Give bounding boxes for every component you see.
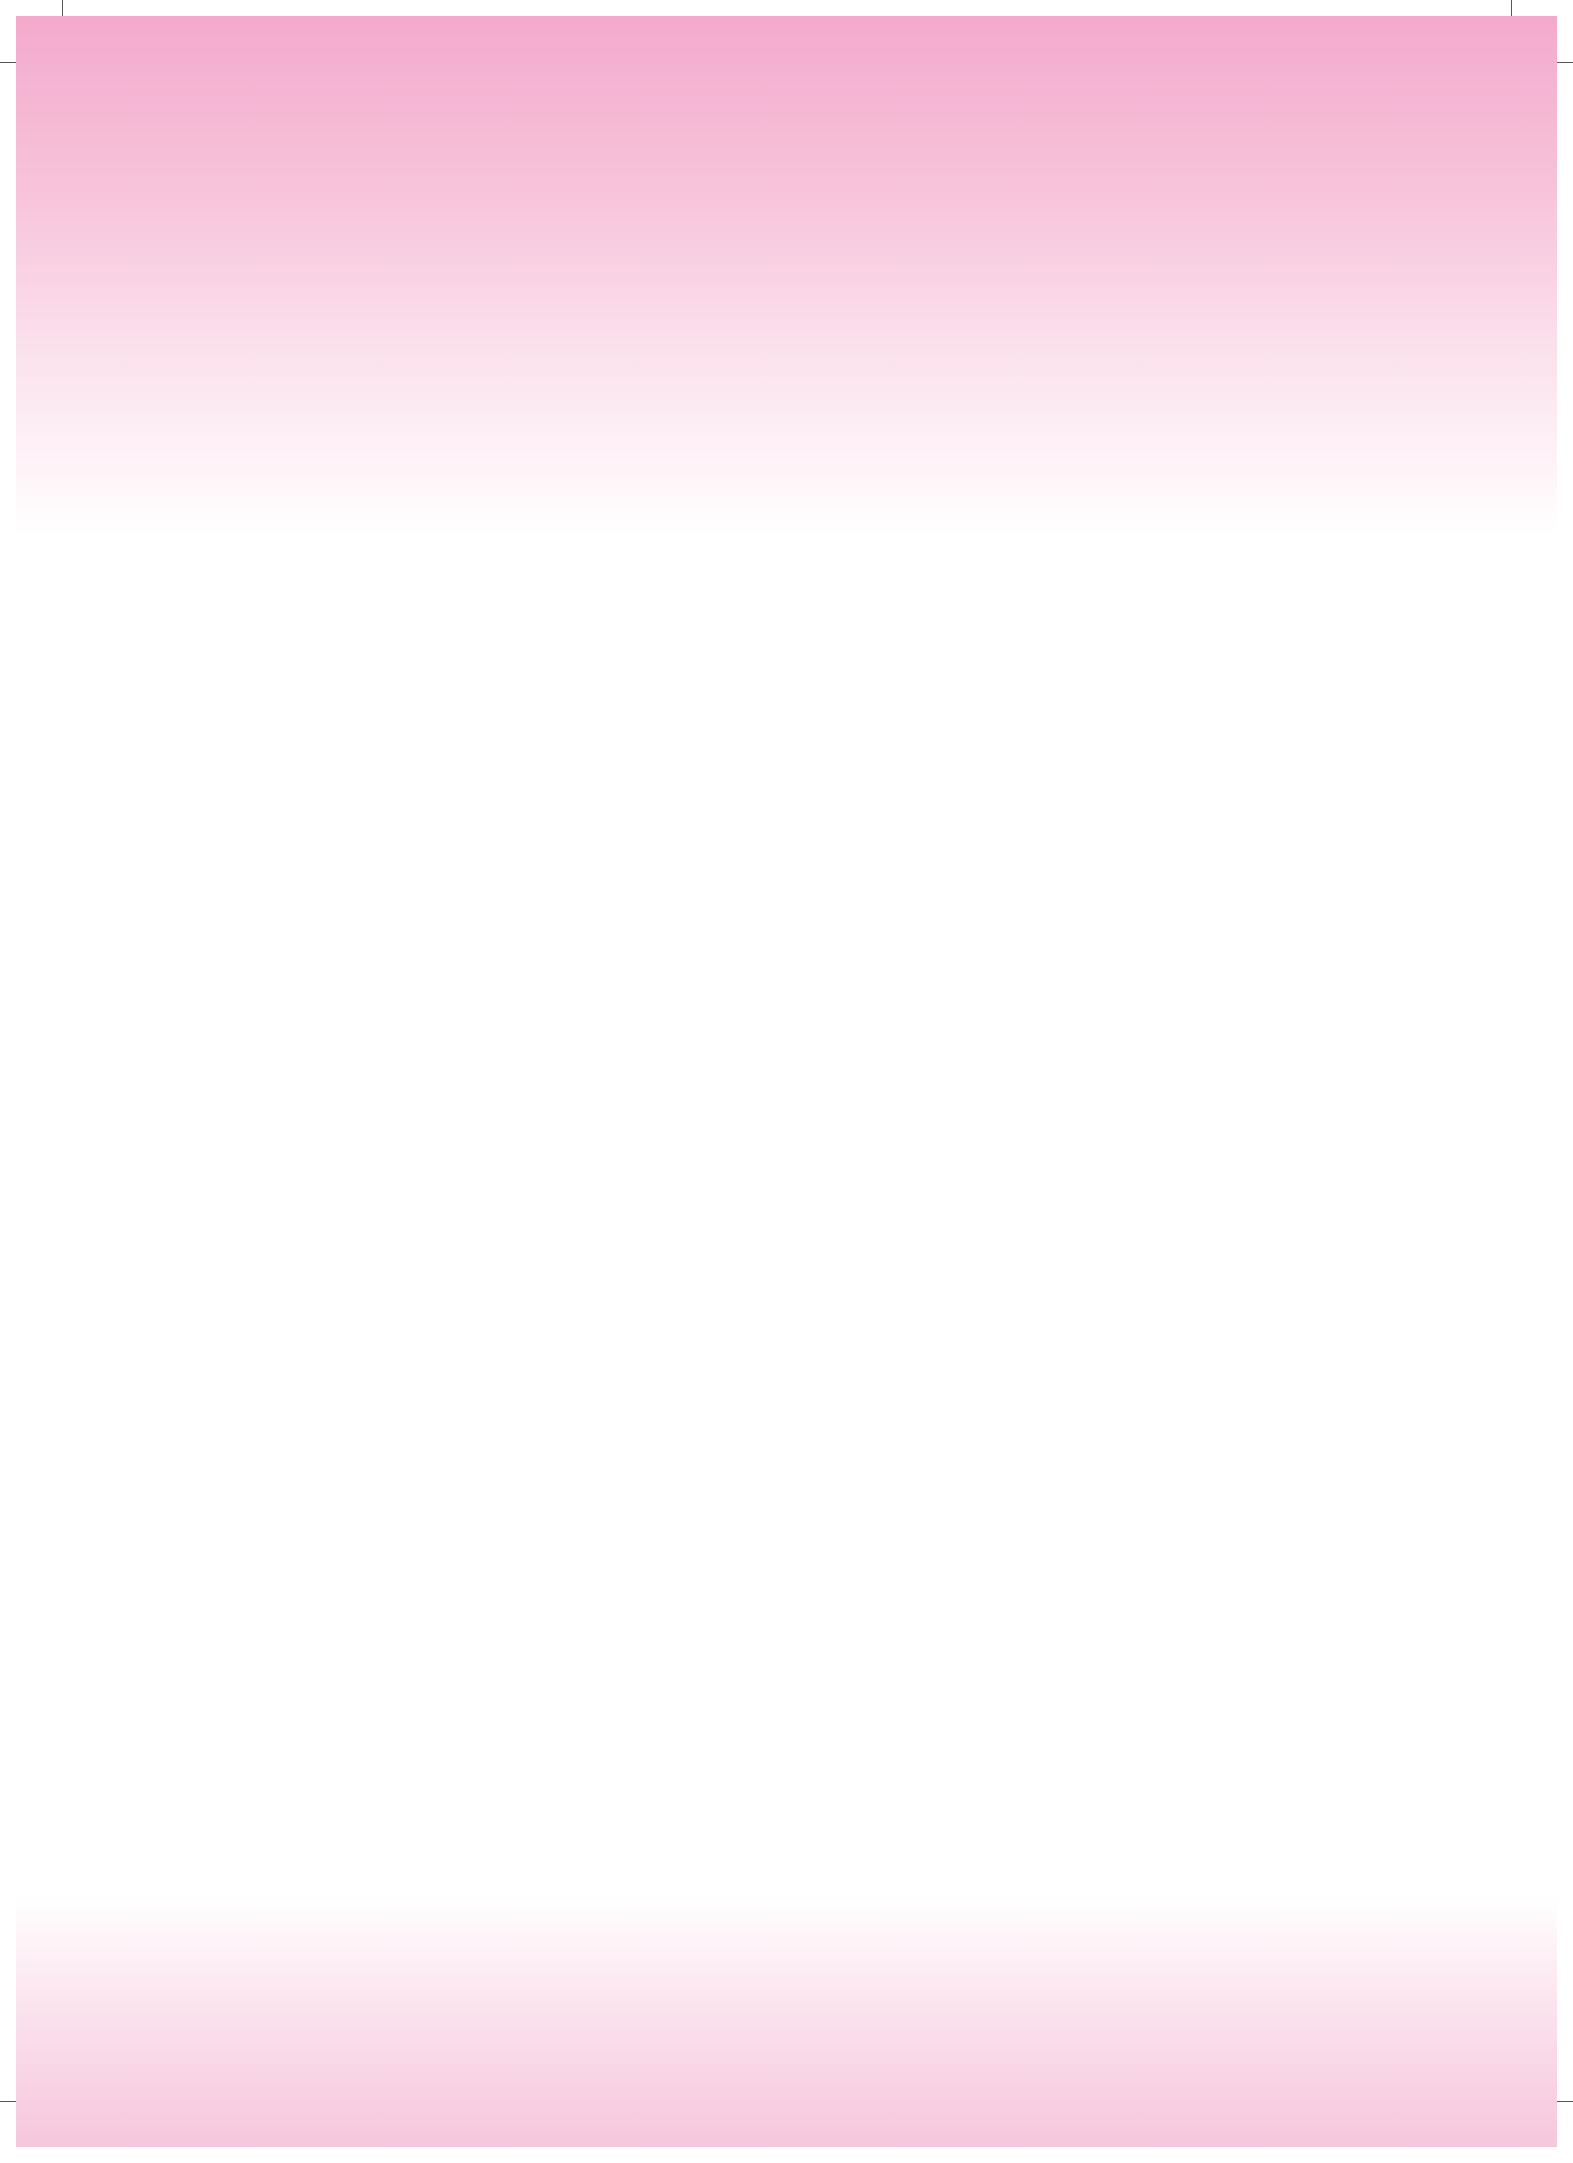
document-page	[16, 16, 1557, 2147]
flower-background-top	[16, 16, 1557, 416]
flower-background-bottom	[16, 1916, 1557, 2147]
